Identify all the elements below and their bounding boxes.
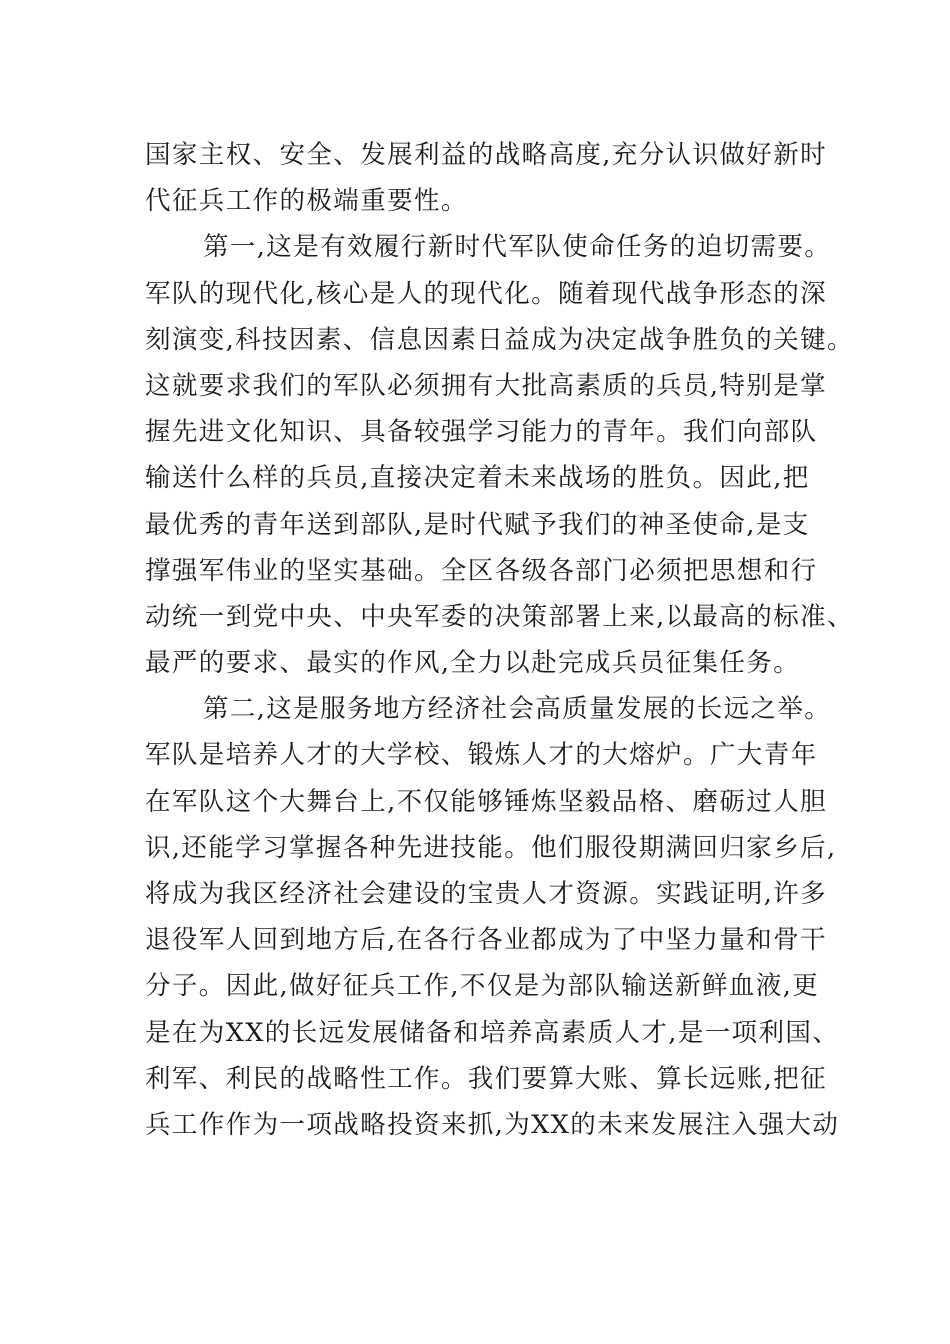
text-line: 将成为我区经济社会建设的宝贵人才资源。实践证明,许多 bbox=[145, 879, 828, 909]
document-body bbox=[145, 132, 854, 1148]
text-line: 最严的要求、最实的作风,全力以赴完成兵员征集任务。 bbox=[145, 648, 801, 679]
text-line: 分子。因此,做好征兵工作,不仅是为部队输送新鲜血液,更 bbox=[145, 971, 820, 1002]
text-line: 刻演变,科技因素、信息因素日益成为决定战争胜负的关键。 bbox=[145, 324, 854, 355]
text-line: 军队的现代化,核心是人的现代化。随着现代战争形态的深 bbox=[145, 278, 828, 309]
text-line: 识,还能学习掌握各种先进技能。他们服役期满回归家乡后, bbox=[145, 832, 837, 863]
text-line: 这就要求我们的军队必须拥有大批高素质的兵员,特别是掌 bbox=[145, 370, 828, 401]
text-line: 退役军人回到地方后,在各行各业都成为了中坚力量和骨干 bbox=[145, 925, 828, 956]
text-line: 撑强军伟业的坚实基础。全区各级各部门必须把思想和行 bbox=[145, 555, 818, 586]
text-line: 最优秀的青年送到部队,是时代赋予我们的神圣使命,是支 bbox=[145, 509, 810, 540]
text-line: 在军队这个大舞台上,不仅能够锤炼坚毅品格、磨砺过人胆 bbox=[145, 786, 828, 817]
text-line: 输送什么样的兵员,直接决定着未来战场的胜负。因此,把 bbox=[145, 463, 810, 494]
text-line: 国家主权、安全、发展利益的战略高度,充分认识做好新时 bbox=[145, 140, 828, 170]
paragraph-first-line: 第二,这是服务地方经济社会高质量发展的长远之举。 bbox=[203, 694, 832, 725]
text-line: 握先进文化知识、具备较强学习能力的青年。我们向部队 bbox=[145, 417, 818, 448]
text-line: 军队是培养人才的大学校、锻炼人才的大熔炉。广大青年 bbox=[145, 740, 818, 771]
text-line: 兵工作作为一项战略投资来抓,为XX的未来发展注入强大动 bbox=[145, 1109, 840, 1140]
text-line: 是在为XX的长远发展储备和培养高素质人才,是一项利国、 bbox=[145, 1017, 840, 1048]
paragraph-first-line: 第一,这是有效履行新时代军队使命任务的迫切需要。 bbox=[203, 232, 832, 263]
text-line: 利军、利民的战略性工作。我们要算大账、算长远账,把征 bbox=[145, 1063, 828, 1094]
text-line: 代征兵工作的极端重要性。 bbox=[145, 186, 468, 217]
text-line: 动统一到党中央、中央军委的决策部署上来,以最高的标准、 bbox=[145, 601, 854, 632]
